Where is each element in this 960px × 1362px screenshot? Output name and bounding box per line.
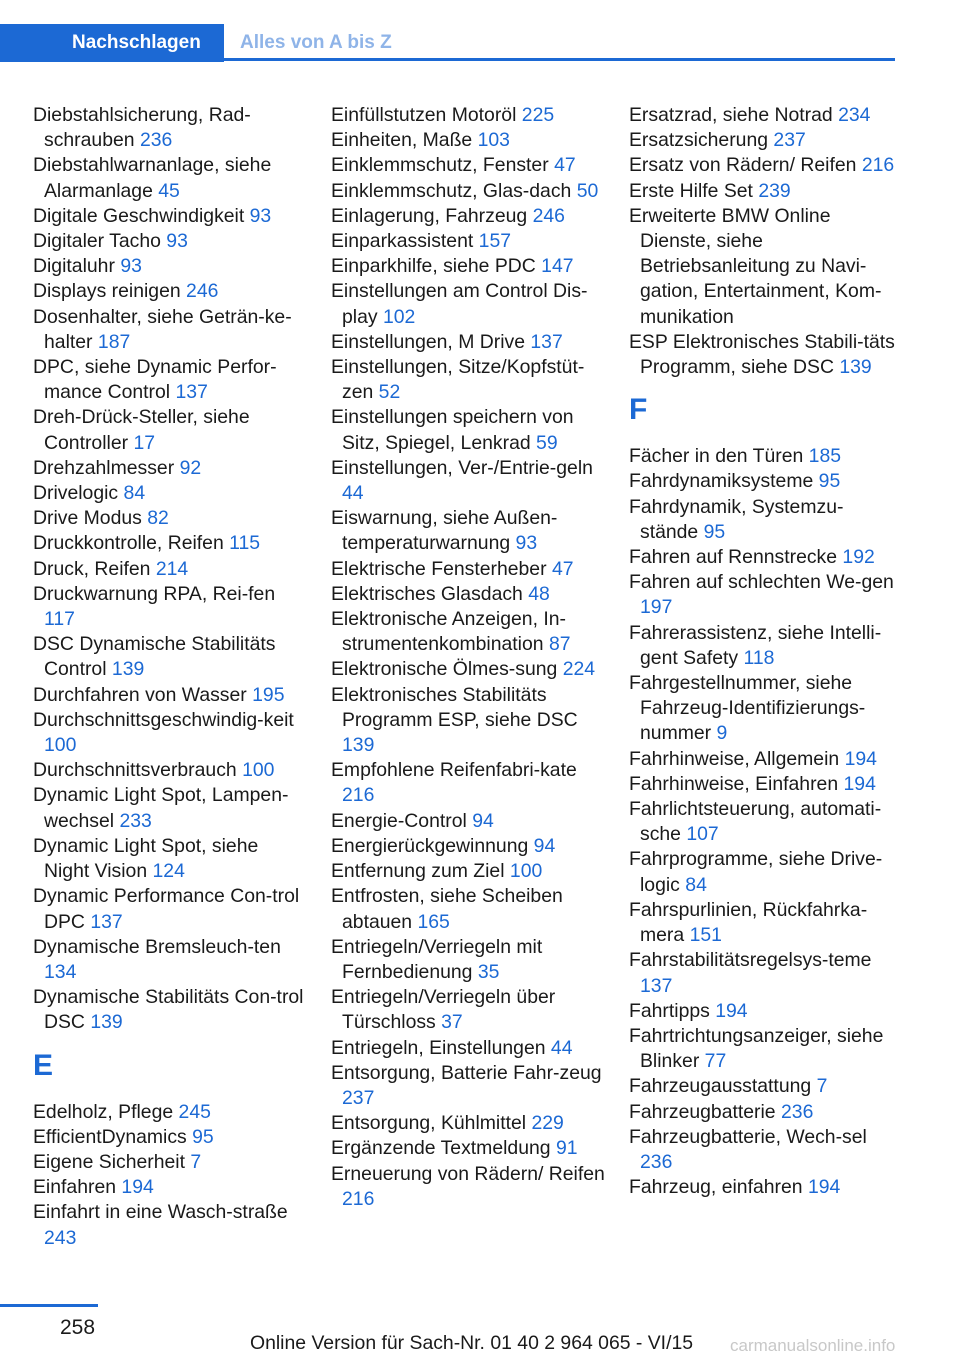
- index-entry-text: Eigene Sicherheit: [33, 1150, 185, 1173]
- index-entry: [629, 999, 899, 1024]
- index-entry-text: Entriegeln/Verriegeln über Türschloss: [331, 986, 556, 1034]
- index-entry: [629, 1074, 899, 1099]
- index-entry: [33, 405, 308, 455]
- index-entry: [629, 204, 899, 330]
- index-entry-text: Einfahren: [33, 1176, 117, 1199]
- index-entry-text: Fahrzeugausstattung: [629, 1075, 812, 1098]
- page-link[interactable]: 45: [158, 179, 180, 202]
- index-entry: [629, 1175, 899, 1200]
- page-link[interactable]: 117: [44, 608, 75, 631]
- index-entry-text: Fahrerassistenz, siehe Intelli‐gent Safety: [629, 621, 882, 669]
- index-entry: [331, 683, 609, 759]
- index-entry: [33, 355, 308, 405]
- index-entry: [33, 632, 308, 682]
- index-entry-text: Diebstahlsicherung, Rad‐schrauben: [33, 104, 251, 152]
- index-entry: [33, 683, 308, 708]
- index-entry-text: Dynamic Light Spot, siehe Night Vision: [33, 834, 259, 883]
- index-entry-text: Fahren auf schlechten We‐gen: [629, 571, 894, 594]
- index-entry-text: Einparkassistent: [331, 230, 474, 253]
- page-link[interactable]: 216: [342, 784, 375, 807]
- page-link[interactable]: 84: [123, 482, 146, 505]
- index-entry: [629, 797, 899, 847]
- index-entry: [331, 229, 609, 254]
- index-entry-text: Dynamische Bremsleuch‐ten: [33, 935, 281, 958]
- index-entry-text: Durchschnittsgeschwindig‐keit: [33, 708, 294, 731]
- page-link[interactable]: 245: [178, 1100, 211, 1123]
- index-entry: [629, 570, 899, 620]
- index-entry: [33, 582, 308, 632]
- index-entry-text: Displays reinigen: [33, 280, 181, 303]
- page-link[interactable]: 35: [477, 960, 500, 983]
- page-link[interactable]: 139: [111, 658, 145, 681]
- page-link[interactable]: 147: [541, 255, 574, 278]
- index-entry-text: Entfernung zum Ziel: [331, 860, 505, 883]
- index-entry-text: Elektronisches Stabilitäts Programm ESP, siehe DSC: [331, 683, 578, 731]
- index-entry: [629, 1024, 899, 1074]
- index-entry: [629, 1100, 899, 1125]
- page-link[interactable]: 44: [550, 1036, 573, 1059]
- index-entry: [33, 229, 308, 254]
- letter-heading: E: [33, 1048, 54, 1082]
- index-entry-text: Digitaluhr: [33, 255, 115, 278]
- index-entry-text: Energierückgewinnung: [331, 834, 529, 857]
- page-link[interactable]: 229: [531, 1112, 564, 1135]
- index-entry-text: Fahrhinweise, Einfahren: [629, 772, 839, 795]
- index-column-2: [331, 103, 609, 1212]
- index-entry-text: Einfüllstutzen Motoröl: [331, 104, 517, 126]
- page-link[interactable]: 17: [133, 431, 156, 454]
- index-entry-text: EfficientDynamics: [33, 1125, 187, 1148]
- page-link[interactable]: 236: [781, 1100, 814, 1123]
- index-entry: [629, 179, 899, 204]
- index-entry-text: Erneuerung von Rädern/ Reifen: [331, 1162, 605, 1185]
- index-entry-text: Dynamische Stabilitäts Con‐trol DSC: [33, 986, 304, 1034]
- index-entry: [33, 305, 308, 355]
- index-entry: [33, 1100, 308, 1125]
- index-entry-text: Erste Hilfe Set: [629, 179, 753, 202]
- index-entry: [331, 1111, 609, 1136]
- page-link[interactable]: 100: [44, 734, 77, 757]
- index-entry-text: Fahrdynamiksysteme: [629, 470, 814, 493]
- page-link[interactable]: 236: [139, 129, 173, 152]
- index-entry: [629, 847, 899, 897]
- index-entry-text: Fahrtipps: [629, 999, 710, 1022]
- index-entry: [331, 557, 609, 582]
- page-link[interactable]: 93: [166, 230, 188, 253]
- index-entry-text: Erweiterte BMW Online Dienste, siehe Betriebsanleitung zu Navi‐gation, Entertainment, Kom‐munikation: [629, 204, 882, 328]
- index-entry-text: Diebstahlwarnanlage, siehe Alarmanlage: [33, 154, 272, 202]
- index-entry: [331, 859, 609, 884]
- index-entry-text: Dosenhalter, siehe Geträn‐ke‐halter: [33, 305, 292, 353]
- page-link[interactable]: 224: [562, 658, 596, 681]
- page-link[interactable]: 246: [532, 204, 565, 227]
- page-link[interactable]: 197: [640, 596, 673, 619]
- index-entry-text: Ersatzrad, siehe Notrad: [629, 104, 833, 126]
- index-entry: [33, 758, 308, 783]
- index-entry-text: Fahrzeugbatterie, Wech‐sel: [629, 1125, 867, 1148]
- page-link[interactable]: 44: [342, 482, 364, 505]
- index-entry: [33, 103, 308, 153]
- index-entry-text: Fächer in den Türen: [629, 445, 804, 468]
- index-entry: [331, 179, 609, 204]
- index-entry-text: Fahrprogramme, siehe Drive‐logic: [629, 848, 883, 896]
- index-entry-text: Eiswarnung, siehe Außen‐temperaturwarnung: [331, 507, 558, 555]
- page-link[interactable]: 139: [90, 1011, 123, 1034]
- page-link[interactable]: 37: [441, 1011, 463, 1034]
- page-link[interactable]: 48: [528, 582, 550, 605]
- page-link[interactable]: 9: [716, 722, 728, 745]
- index-entry: [331, 834, 609, 859]
- index-entry: [629, 444, 899, 469]
- index-entry-text: Edelholz, Pflege: [33, 1100, 174, 1123]
- index-entry-text: DPC, siehe Dynamic Perfor‐mance Control: [33, 356, 277, 404]
- index-entry: [629, 545, 899, 570]
- page-link[interactable]: 93: [249, 204, 272, 227]
- page-link[interactable]: 103: [477, 129, 510, 152]
- index-entry-text: Elektrische Fensterheber: [331, 557, 547, 580]
- footer-divider: [0, 1304, 98, 1307]
- index-entry: [33, 506, 308, 531]
- page-link[interactable]: 246: [186, 280, 219, 303]
- page-link[interactable]: 139: [342, 734, 375, 757]
- index-entry-text: Entfrosten, siehe Scheiben abtauen: [331, 885, 563, 933]
- index-entry: [331, 330, 609, 355]
- index-entry-text: Entsorgung, Kühlmittel: [331, 1112, 527, 1135]
- index-entry: [629, 330, 899, 380]
- page-link[interactable]: 137: [530, 330, 563, 353]
- index-entry-text: Entriegeln/Verriegeln mit Fernbedienung: [331, 935, 543, 983]
- index-entry-text: Durchschnittsverbrauch: [33, 759, 237, 782]
- index-entry-text: Fahrzeug, einfahren: [629, 1176, 803, 1199]
- index-entry: [33, 279, 308, 304]
- index-entry-text: Dynamic Light Spot, Lampen‐wechsel: [33, 784, 289, 832]
- page-link[interactable]: 94: [533, 834, 556, 857]
- index-entry: [629, 772, 899, 797]
- page-link[interactable]: 7: [816, 1075, 828, 1098]
- index-entry-text: Einstellungen speichern von Sitz, Spiegel, Lenkrad: [331, 406, 574, 454]
- index-entry-text: Einklemmschutz, Fenster: [331, 154, 549, 177]
- index-entry: [629, 103, 899, 128]
- page-link[interactable]: 137: [175, 381, 208, 404]
- index-entry: [629, 1125, 899, 1175]
- index-entry-text: Ersatz von Rädern/ Reifen: [629, 154, 857, 177]
- index-entry-text: Durchfahren von Wasser: [33, 683, 247, 706]
- index-entry: [629, 153, 899, 178]
- index-entry-text: Fahrlichtsteuerung, automati‐sche: [629, 798, 882, 846]
- index-entry-text: DSC Dynamische Stabilitäts Control: [33, 633, 276, 681]
- page-link[interactable]: 236: [640, 1150, 673, 1173]
- index-entry-text: Einstellungen, M Drive: [331, 330, 525, 353]
- page-link[interactable]: 194: [807, 1176, 841, 1199]
- index-entry: [33, 481, 308, 506]
- index-entry-text: Ersatzsicherung: [629, 129, 769, 152]
- index-entry-text: Druck, Reifen: [33, 557, 151, 580]
- index-entry-text: Digitaler Tacho: [33, 230, 161, 253]
- index-entry-text: Empfohlene Reifenfabri‐kate: [331, 759, 577, 782]
- page-link[interactable]: 151: [689, 924, 722, 947]
- index-entry-text: Entsorgung, Batterie Fahr‐zeug: [331, 1061, 602, 1084]
- index-entry: [33, 1200, 308, 1250]
- page-link[interactable]: 107: [686, 823, 719, 846]
- index-entry-text: Fahrstabilitätsregelsys‐teme: [629, 949, 872, 972]
- index-entry: [331, 1136, 609, 1161]
- index-entry: [629, 128, 899, 153]
- index-entry: [629, 747, 899, 772]
- index-entry-text: Einklemmschutz, Glas‐dach: [331, 179, 572, 202]
- page-link[interactable]: 82: [147, 507, 169, 530]
- index-entry: [331, 985, 609, 1035]
- tab-nachschlagen[interactable]: Nachschlagen: [0, 24, 224, 62]
- page-link[interactable]: 95: [818, 470, 841, 493]
- index-entry: [33, 456, 308, 481]
- page-link[interactable]: 124: [152, 860, 185, 883]
- index-entry: [629, 671, 899, 747]
- page-link[interactable]: 100: [509, 860, 543, 883]
- index-entry-text: Einstellungen am Control Dis‐play: [331, 280, 588, 328]
- index-entry: [331, 884, 609, 934]
- index-entry: [331, 103, 609, 128]
- index-entry: [331, 657, 609, 682]
- page-link[interactable]: 192: [842, 546, 875, 569]
- index-entry: [331, 405, 609, 455]
- index-entry: [33, 834, 308, 884]
- index-entry: [33, 1175, 308, 1200]
- index-entry: [629, 621, 899, 671]
- index-entry-text: Drive Modus: [33, 507, 142, 530]
- index-entry-text: Digitale Geschwindigkeit: [33, 204, 245, 227]
- index-entry: [331, 355, 609, 405]
- page-link[interactable]: 195: [252, 683, 285, 706]
- tab-alles-von-a-bis-z[interactable]: Alles von A bis Z: [240, 32, 392, 53]
- online-version-note: Online Version für Sach-Nr. 01 40 2 964 065 - VI/15: [250, 1332, 694, 1354]
- index-entry: [331, 506, 609, 556]
- index-entry-text: Einheiten, Maße: [331, 129, 473, 152]
- page-link[interactable]: 50: [576, 179, 599, 202]
- index-entry-text: Druckkontrolle, Reifen: [33, 532, 224, 555]
- index-entry-text: Einstellungen, Sitze/Kopfstüt‐zen: [331, 356, 585, 404]
- page-link[interactable]: 137: [90, 910, 123, 933]
- index-entry-text: Fahrtrichtungsanzeiger, siehe Blinker: [629, 1024, 884, 1073]
- page-link[interactable]: 102: [382, 305, 416, 328]
- page-link[interactable]: 47: [551, 557, 574, 580]
- page-link[interactable]: 100: [242, 759, 275, 782]
- page-link[interactable]: 225: [521, 104, 555, 126]
- index-entry: [33, 783, 308, 833]
- page-link[interactable]: 95: [192, 1125, 214, 1148]
- index-entry: [629, 495, 899, 545]
- page-link[interactable]: 115: [229, 532, 261, 555]
- index-entry: [331, 279, 609, 329]
- index-entry: [331, 758, 609, 808]
- page-link[interactable]: 214: [155, 557, 189, 580]
- page-link[interactable]: 47: [554, 154, 576, 177]
- index-entry-text: Drehzahlmesser: [33, 456, 175, 479]
- page-link[interactable]: 118: [743, 646, 775, 669]
- index-entry-text: Einparkhilfe, siehe PDC: [331, 255, 536, 278]
- index-entry: [331, 153, 609, 178]
- index-entry: [331, 456, 609, 506]
- index-entry-text: Fahrgestellnummer, siehe Fahrzeug-Identifizierungs‐nummer: [629, 672, 866, 745]
- index-entry-text: Einfahrt in eine Wasch‐straße: [33, 1201, 288, 1224]
- page-link[interactable]: 187: [97, 330, 131, 353]
- page-number: 258: [60, 1316, 96, 1339]
- page-link[interactable]: 95: [703, 520, 726, 543]
- index-entry-text: Elektronische Anzeigen, In‐strumentenkombination: [331, 608, 566, 656]
- index-column-3: [629, 103, 899, 1200]
- index-entry: [33, 884, 308, 934]
- index-entry: [331, 582, 609, 607]
- index-entry-text: Fahrdynamik, Systemzu‐stände: [629, 495, 844, 543]
- index-entry-text: Fahrzeugbatterie: [629, 1100, 776, 1123]
- index-entry-text: Fahrspurlinien, Rückfahrka‐mera: [629, 898, 868, 947]
- page-link[interactable]: 239: [758, 179, 791, 202]
- index-entry-text: Fahrhinweise, Allgemein: [629, 747, 840, 770]
- index-entry-text: Elektronische Ölmes‐sung: [331, 658, 558, 681]
- page-link[interactable]: 194: [121, 1176, 154, 1199]
- page-link[interactable]: 194: [844, 747, 877, 770]
- index-entry-text: Entriegeln, Einstellungen: [331, 1036, 546, 1059]
- index-entry: [33, 204, 308, 229]
- index-entry: [33, 531, 308, 556]
- page-link[interactable]: 92: [179, 456, 202, 479]
- index-entry: [331, 128, 609, 153]
- index-entry: [331, 1162, 609, 1212]
- page-link[interactable]: 87: [548, 633, 571, 656]
- page-link[interactable]: 77: [704, 1050, 727, 1073]
- page-link[interactable]: 84: [685, 873, 707, 896]
- index-entry-text: Drivelogic: [33, 482, 119, 505]
- index-entry-text: ESP Elektronisches Stabili‐täts Programm, siehe DSC: [629, 330, 895, 379]
- index-entry-text: Druckwarnung RPA, Rei‐fen: [33, 582, 276, 605]
- index-entry: [331, 1036, 609, 1061]
- page-link[interactable]: 94: [472, 809, 494, 832]
- page-link[interactable]: 216: [342, 1187, 375, 1210]
- index-entry: [331, 1061, 609, 1111]
- index-entry: [331, 204, 609, 229]
- page-link[interactable]: 194: [715, 999, 748, 1022]
- index-entry-text: Dynamic Performance Con‐trol DPC: [33, 885, 300, 933]
- index-entry: [33, 985, 308, 1035]
- index-entry: [33, 708, 308, 758]
- index-entry: [331, 607, 609, 657]
- page-link[interactable]: 185: [808, 445, 842, 468]
- index-entry: [33, 254, 308, 279]
- page-link[interactable]: 216: [861, 154, 895, 177]
- page-link[interactable]: 91: [555, 1137, 578, 1160]
- index-entry: [331, 254, 609, 279]
- index-entry: [33, 1150, 308, 1175]
- page-link[interactable]: 93: [120, 255, 142, 278]
- index-entry-text: Einstellungen, Ver-/Entrie‐geln: [331, 456, 593, 479]
- page-link[interactable]: 134: [44, 960, 77, 983]
- watermark: carmanualsonline.info: [730, 1336, 896, 1355]
- index-column-1: [33, 103, 308, 1251]
- page-link[interactable]: 165: [417, 910, 450, 933]
- index-entry: [629, 898, 899, 948]
- page-link[interactable]: 234: [838, 104, 871, 126]
- page-link[interactable]: 237: [773, 129, 806, 152]
- page-link[interactable]: 7: [190, 1150, 202, 1173]
- index-entry-text: Fahren auf Rennstrecke: [629, 546, 838, 569]
- header-tabbar: [0, 24, 895, 62]
- page-link[interactable]: 243: [44, 1226, 77, 1249]
- index-entry: [33, 935, 308, 985]
- page-link[interactable]: 52: [378, 381, 401, 404]
- page-link[interactable]: 93: [515, 532, 538, 555]
- index-entry-text: Ergänzende Textmeldung: [331, 1137, 551, 1160]
- index-entry-text: Dreh-Drück-Steller, siehe Controller: [33, 406, 250, 454]
- page-link[interactable]: 233: [119, 809, 152, 832]
- letter-heading: F: [629, 393, 648, 427]
- header-divider: [224, 58, 895, 61]
- page-link[interactable]: 139: [839, 356, 872, 379]
- index-entry: [629, 948, 899, 998]
- page-link[interactable]: 137: [640, 974, 673, 997]
- page-link[interactable]: 237: [342, 1086, 375, 1109]
- index-entry: [629, 469, 899, 494]
- page-link[interactable]: 59: [536, 431, 558, 454]
- index-entry: [33, 1125, 308, 1150]
- index-entry: [33, 153, 308, 203]
- index-entry-text: Elektrisches Glasdach: [331, 582, 523, 605]
- index-entry: [33, 557, 308, 582]
- page-link[interactable]: 194: [843, 772, 876, 795]
- index-entry: [331, 935, 609, 985]
- index-entry: [331, 809, 609, 834]
- index-entry-text: Energie-Control: [331, 809, 467, 832]
- page-link[interactable]: 157: [478, 230, 512, 253]
- index-entry-text: Einlagerung, Fahrzeug: [331, 204, 528, 227]
